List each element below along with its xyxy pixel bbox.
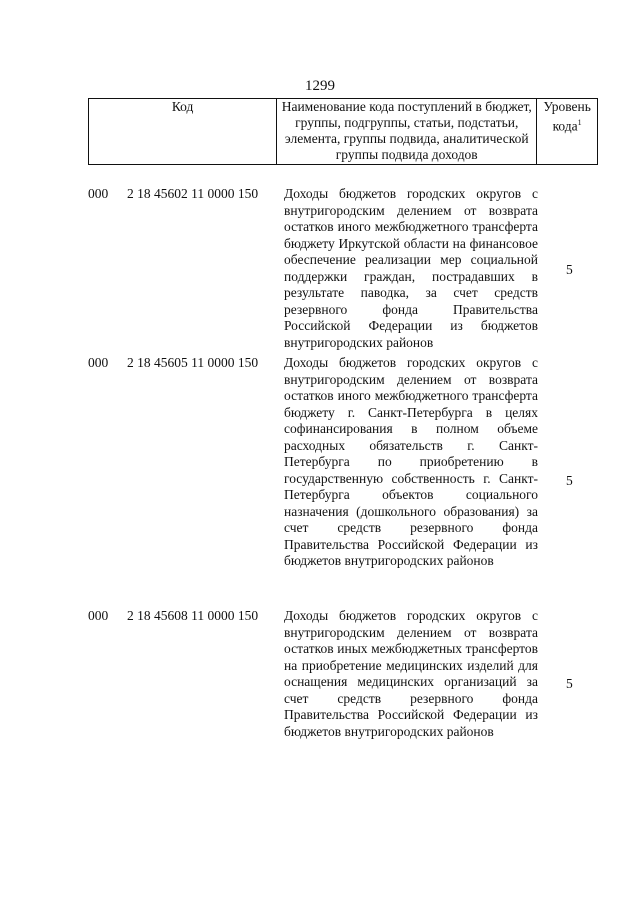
row-level: 5 (566, 473, 573, 488)
header-name: Наименование кода поступлений в бюджет, группы, подгруппы, статьи, подстатьи, элемента, группы подвида, аналитической группы подвида доходов (277, 99, 537, 165)
header-level (537, 99, 598, 165)
row-name: Доходы бюджетов городских округов с внутригородским делением от возврата остатков иного межбюджетного трансферта бюджету г. Санкт-Петербурга в целях софинансирования в полном объеме расходных обязательств г. Санкт-Петербурга по приобретению в государственную собственность г. Санкт-Петербурга объектов социального назначения (дошкольного образования) за счет средств резервного фонда Правительства Российской Федерации из бюджетов внутригородских районов (284, 355, 538, 568)
page-number: 1299 (305, 78, 335, 94)
table-header (88, 98, 598, 165)
header-level-footnote: 1 (577, 118, 582, 127)
row-prefix: 000 (88, 608, 109, 623)
row-prefix: 000 (88, 186, 109, 201)
row-name: Доходы бюджетов городских округов с внутригородским делением от возврата остатков иного межбюджетного трансферта бюджету Иркутской области на финансовое обеспечение реализации мер социальной поддержки граждан, пострадавших в результате паводка, за счет средств резервного фонда Правительства Российской Федерации из бюджетов внутригородских районов (284, 186, 538, 350)
row-prefix: 000 (88, 355, 109, 370)
header-code: Код (89, 99, 277, 165)
row-level: 5 (566, 676, 573, 691)
row-code: 2 18 45605 11 0000 150 (127, 355, 259, 370)
header-level-label: Уровень кода (543, 99, 591, 134)
row-level: 5 (566, 262, 573, 277)
row-code: 2 18 45608 11 0000 150 (127, 608, 259, 623)
row-name: Доходы бюджетов городских округов с внутригородским делением от возврата остатков иных межбюджетных трансфертов на приобретение медицинских изделий для оснащения медицинских организаций за счет средств резервного фонда Правительства Российской Федерации из бюджетов внутригородских районов (284, 608, 538, 739)
row-code: 2 18 45602 11 0000 150 (127, 186, 259, 201)
